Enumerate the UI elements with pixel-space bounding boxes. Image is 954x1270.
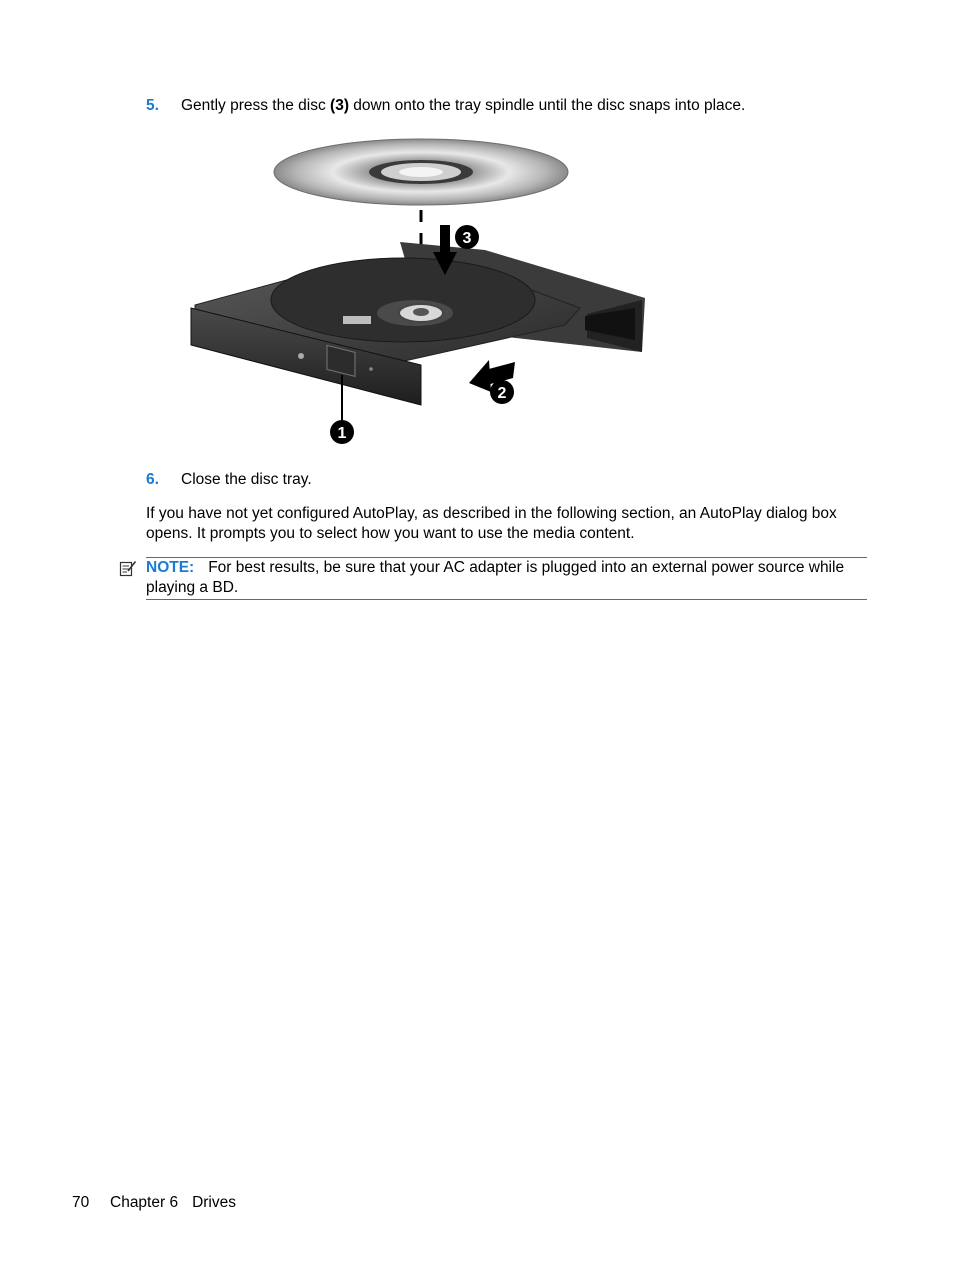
optical-drive-illustration <box>185 130 655 450</box>
page-footer <box>72 1193 236 1212</box>
disc <box>274 139 568 205</box>
step-text-part: Gently press the disc <box>181 97 331 114</box>
step-callout-ref: (3) <box>330 97 349 114</box>
note-label: NOTE: <box>146 559 195 576</box>
step-number: 6. <box>146 471 159 488</box>
step-text: Close the disc tray. <box>181 471 312 488</box>
step-text <box>181 96 745 115</box>
footer-section: Drives <box>192 1194 236 1211</box>
note-text: For best results, be sure that your AC adapter is plugged into an external power source while playing a BD. <box>146 559 845 596</box>
callout-2 <box>490 380 514 404</box>
step-number: 5. <box>146 97 159 114</box>
callout-3-label: 3 <box>462 230 472 247</box>
page-number: 70 <box>72 1194 90 1211</box>
autoplay-paragraph: If you have not yet configured AutoPlay, as described in the following section, an AutoPlay dialog box opens. It prompts you to select how you want to use the media content. <box>146 505 837 542</box>
note-box <box>146 557 867 600</box>
drive-body <box>191 242 645 405</box>
callout-3 <box>455 225 479 249</box>
callout-1-label: 1 <box>337 425 347 442</box>
step-text-part: down onto the tray spindle until the disc snaps into place. <box>349 97 746 114</box>
note-pencil-icon <box>119 559 137 577</box>
callout-2-label: 2 <box>497 385 507 402</box>
footer-chapter: Chapter 6 <box>110 1194 179 1211</box>
